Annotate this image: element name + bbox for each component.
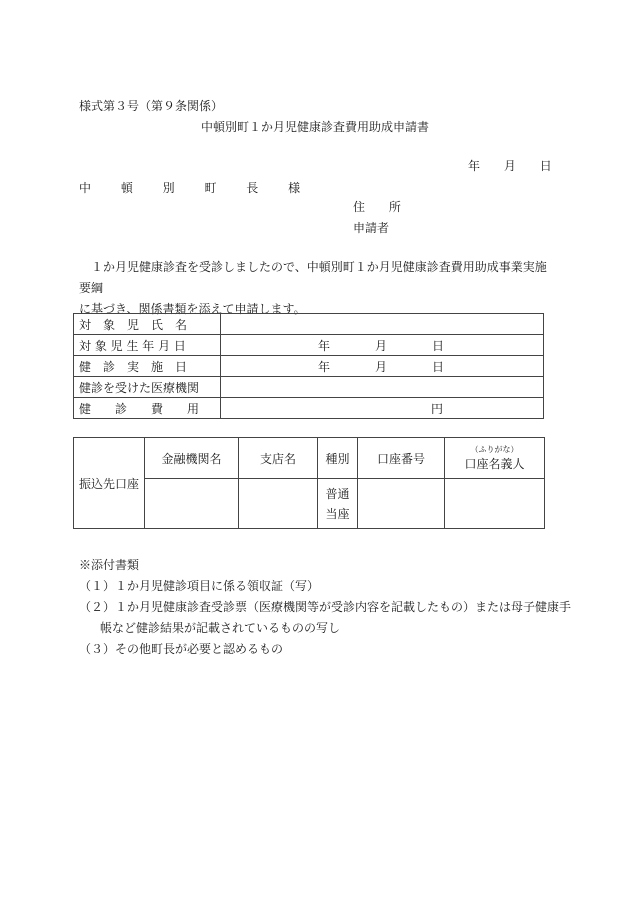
fee-field[interactable] (221, 398, 544, 419)
attachment-item-2-cont: 帳など健診結果が記載されているものの写し (100, 621, 341, 635)
yen-unit: 円 (430, 401, 443, 416)
exam-year-unit: 年 (318, 359, 331, 374)
attachment-item-3: （３）その他町長が必要と認めるもの (79, 642, 284, 656)
account-type-field[interactable] (318, 479, 358, 529)
child-info-table (73, 313, 544, 419)
date-month: 月 (503, 159, 516, 173)
bank-account-table (73, 437, 545, 529)
bank-name-header: 金融機関名 (145, 438, 239, 479)
date-day: 日 (539, 159, 552, 173)
fee-label: 健 診 費 用 (74, 398, 221, 419)
applicant-label: 申請者 (353, 221, 390, 235)
birth-day-unit: 日 (431, 338, 444, 353)
child-name-field[interactable] (221, 314, 544, 335)
statement-line-2: に基づき、関係書類を添えて申請します。 (79, 302, 306, 316)
exam-date-field[interactable] (221, 356, 544, 377)
table-row (74, 356, 544, 377)
table-row (74, 335, 544, 356)
table-row (74, 314, 544, 335)
bank-name-field[interactable] (145, 479, 239, 529)
account-holder-header (445, 438, 545, 479)
table-row (74, 377, 544, 398)
holder-name-label: 口座名義人 (464, 457, 525, 471)
attachments-heading: ※添付書類 (79, 558, 140, 572)
account-number-field[interactable] (358, 479, 445, 529)
exam-month-unit: 月 (374, 359, 387, 374)
birthdate-label: 対 象 児 生 年 月 日 (74, 335, 221, 356)
furigana-label: （ふりがな） (470, 445, 519, 454)
date-line (468, 157, 552, 174)
exam-day-unit: 日 (431, 359, 444, 374)
table-row (74, 398, 544, 419)
address-label: 住 所 (353, 200, 411, 214)
account-number-header: 口座番号 (358, 438, 445, 479)
child-name-label: 対 象 児 氏 名 (74, 314, 221, 335)
clinic-label: 健診を受けた医療機関 (74, 377, 221, 398)
account-type-header: 種別 (318, 438, 358, 479)
table-row (74, 438, 545, 479)
transfer-account-label: 振込先口座 (74, 438, 145, 529)
table-row (74, 479, 545, 529)
application-statement (79, 257, 554, 320)
form-number: 様式第３号（第９条関係） (79, 99, 224, 113)
attachment-item-1: （１）１か月児健診項目に係る領収証（写） (79, 579, 320, 593)
statement-line-1: １か月児健康診査を受診しましたので、中頓別町１か月児健康診査費用助成事業実施要綱 (79, 260, 547, 295)
date-year: 年 (468, 159, 481, 173)
branch-name-field[interactable] (239, 479, 318, 529)
type-current: 当座 (325, 506, 350, 521)
account-holder-field[interactable] (445, 479, 545, 529)
attachment-item-2: （２）１か月児健康診査受診票（医療機関等が受診内容を記載したもの）または母子健康手 (79, 600, 572, 614)
addressee: 中 頓 別 町 長 様 (79, 181, 314, 195)
birthdate-field[interactable] (221, 335, 544, 356)
exam-date-label: 健 診 実 施 日 (74, 356, 221, 377)
birth-year-unit: 年 (318, 338, 331, 353)
birth-month-unit: 月 (374, 338, 387, 353)
type-regular: 普通 (325, 486, 350, 501)
document-title: 中頓別町１か月児健康診査費用助成申請書 (200, 120, 429, 134)
clinic-field[interactable] (221, 377, 544, 398)
branch-name-header: 支店名 (239, 438, 318, 479)
